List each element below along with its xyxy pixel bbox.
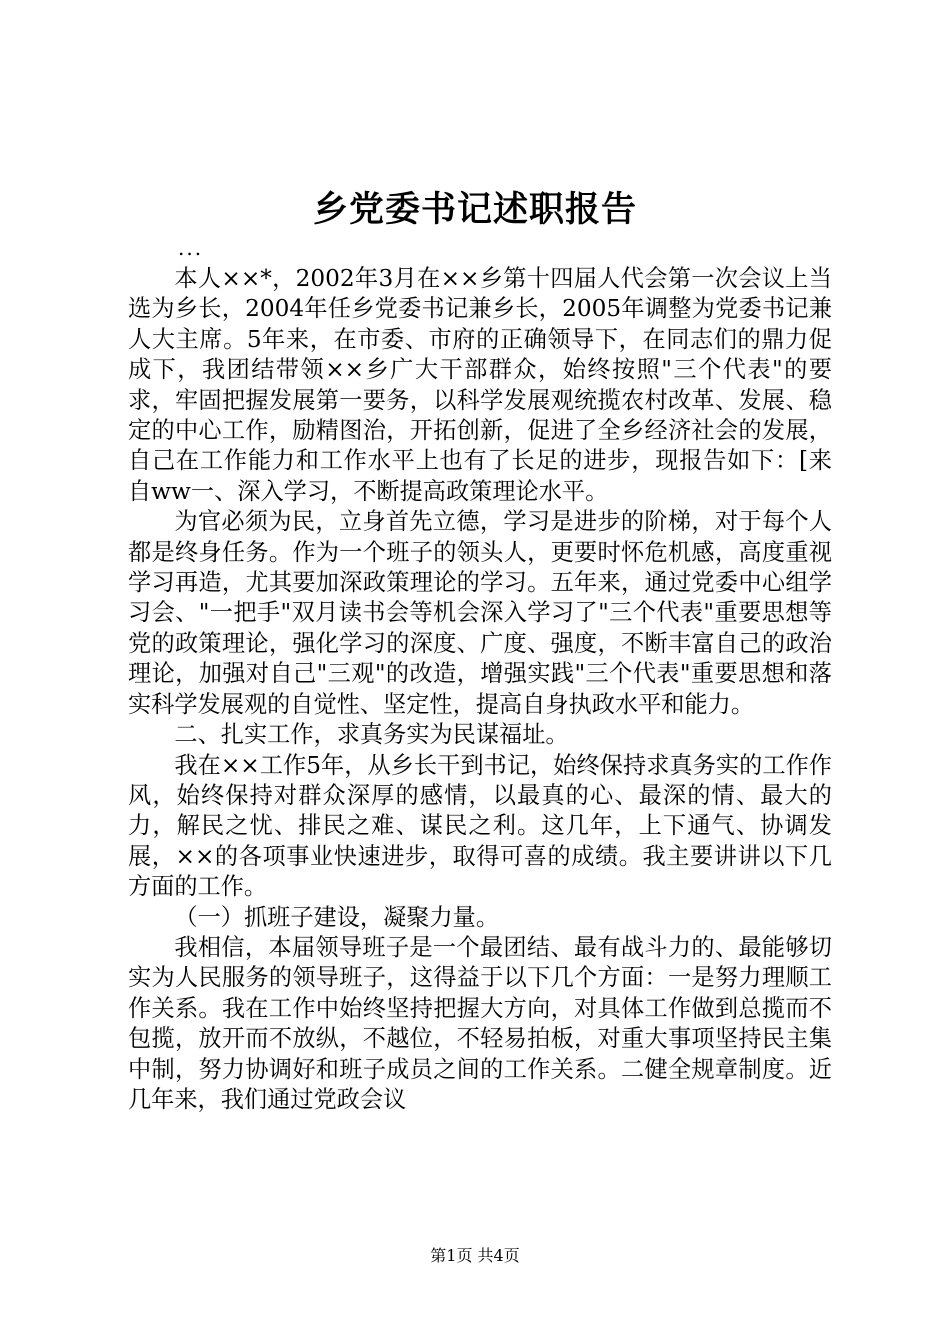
- document-body: [128, 264, 832, 1115]
- ellipsis-text: ...: [178, 236, 204, 260]
- section-heading: 二、扎实工作，求真务实为民谋福址。: [174, 721, 569, 749]
- paragraph: 本人××*，2002年3月在××乡第十四届人代会第一次会议上当选为乡长，2004年任乡党委书记兼乡长，2005年调整为党委书记兼人大主席。5年来，在市委、市府的正确领导下，在同志们的鼎力促成下，我团结带领××乡广大干部群众，始终按照"三个代表"的要求，牢固把握发展第一要务，以科学发展观统揽农村改革、发展、稳定的中心工作，励精图治，开拓创新，促进了全乡经济社会的发展，自己在工作能力和工作水平上也有了长足的进步，现报告如下：[来自ww一、深入学习，不断提高政策理论水平。: [128, 265, 832, 505]
- page-footer: 第1页 共4页: [430, 1246, 520, 1265]
- subsection-heading: （一）抓班子建设，凝聚力量。: [174, 903, 500, 931]
- document-title: 乡党委书记述职报告: [312, 189, 637, 230]
- paragraph: 我相信，本届领导班子是一个最团结、最有战斗力的、最能够切实为人民服务的领导班子，这得益于以下几个方面：一是努力理顺工作关系。我在工作中始终坚持把握大方向，对具体工作做到总揽而不包揽，放开而不放纵，不越位，不轻易拍板，对重大事项坚持民主集中制，努力协调好和班子成员之间的工作关系。二健全规章制度。近几年来，我们通过党政会议: [128, 933, 832, 1113]
- paragraph: 为官必须为民，立身首先立德，学习是进步的阶梯，对于每个人都是终身任务。作为一个班子的领头人，更要时怀危机感，高度重视学习再造，尤其要加深政策理论的学习。五年来，通过党委中心组学习会、"一把手"双月读书会等机会深入学习了"三个代表"重要思想等党的政策理论，强化学习的深度、广度、强度，不断丰富自己的政治理论，加强对自己"三观"的改造，增强实践"三个代表"重要思想和落实科学发展观的自觉性、坚定性，提高自身执政水平和能力。: [128, 508, 832, 718]
- paragraph: 我在××工作5年，从乡长干到书记，始终保持求真务实的工作作风，始终保持对群众深厚的感情，以最真的心、最深的情、最大的力，解民之忧、排民之难、谋民之利。这几年，上下通气、协调发展，××的各项事业快速进步，取得可喜的成绩。我主要讲讲以下几方面的工作。: [128, 751, 832, 901]
